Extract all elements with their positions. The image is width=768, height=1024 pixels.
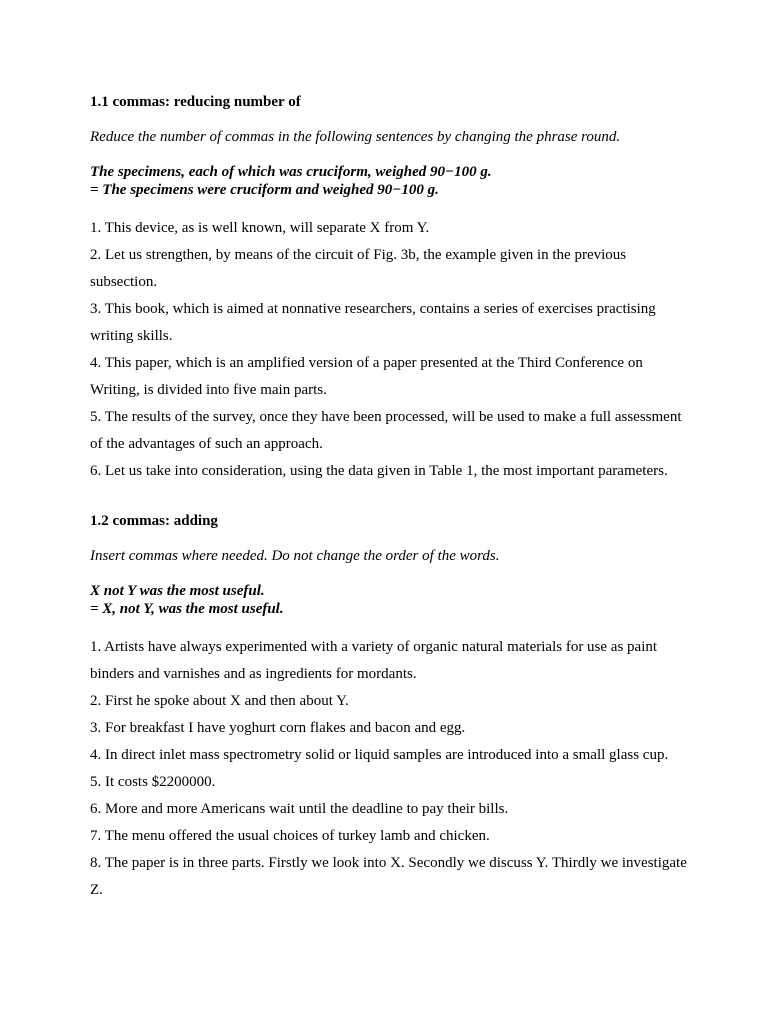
exercise-list <box>90 634 690 904</box>
section-instruction: Insert commas where needed. Do not change the order of the words. <box>90 548 500 564</box>
exercise-item: 6. Let us take into consideration, using the data given in Table 1, the most important parameters. <box>90 463 668 479</box>
example-answer: = The specimens were cruciform and weighed 90−100 g. <box>90 182 439 198</box>
exercise-item: 1. This device, as is well known, will separate X from Y. <box>90 220 430 236</box>
section-reducing-commas <box>90 92 690 485</box>
example-original: The specimens, each of which was cruciform, weighed 90−100 g. <box>90 164 492 180</box>
exercise-item: 2. First he spoke about X and then about Y. <box>90 693 349 709</box>
example-answer: = X, not Y, was the most useful. <box>90 601 284 617</box>
worked-example <box>90 163 690 199</box>
exercise-item: 3. This book, which is aimed at nonnative researchers, contains a series of exercises practising writing skills. <box>90 301 656 344</box>
exercise-item: 2. Let us strengthen, by means of the circuit of Fig. 3b, the example given in the previous subsection. <box>90 247 627 290</box>
exercise-item: 1. Artists have always experimented with a variety of organic natural materials for use as paint binders and varnishes and as ingredients for mordants. <box>90 639 658 682</box>
exercise-item: 5. The results of the survey, once they have been processed, will be used to make a full assessment of the advantages of such an approach. <box>90 409 682 452</box>
exercise-item: 6. More and more Americans wait until the deadline to pay their bills. <box>90 801 509 817</box>
section-title: 1.2 commas: adding <box>90 513 218 529</box>
exercise-list <box>90 215 690 485</box>
exercise-item: 7. The menu offered the usual choices of turkey lamb and chicken. <box>90 828 490 844</box>
worked-example <box>90 582 690 618</box>
section-title: 1.1 commas: reducing number of <box>90 94 301 110</box>
exercise-item: 3. For breakfast I have yoghurt corn flakes and bacon and egg. <box>90 720 466 736</box>
exercise-item: 4. This paper, which is an amplified version of a paper presented at the Third Conference on Writing, is divided into five main parts. <box>90 355 643 398</box>
exercise-item: 8. The paper is in three parts. Firstly we look into X. Secondly we discuss Y. Thirdly we investigate Z. <box>90 855 687 898</box>
example-original: X not Y was the most useful. <box>90 583 265 599</box>
document-page <box>90 92 690 904</box>
exercise-item: 5. It costs $2200000. <box>90 774 216 790</box>
section-adding-commas <box>90 511 690 904</box>
exercise-item: 4. In direct inlet mass spectrometry solid or liquid samples are introduced into a small glass cup. <box>90 747 669 763</box>
section-instruction: Reduce the number of commas in the following sentences by changing the phrase round. <box>90 129 621 145</box>
